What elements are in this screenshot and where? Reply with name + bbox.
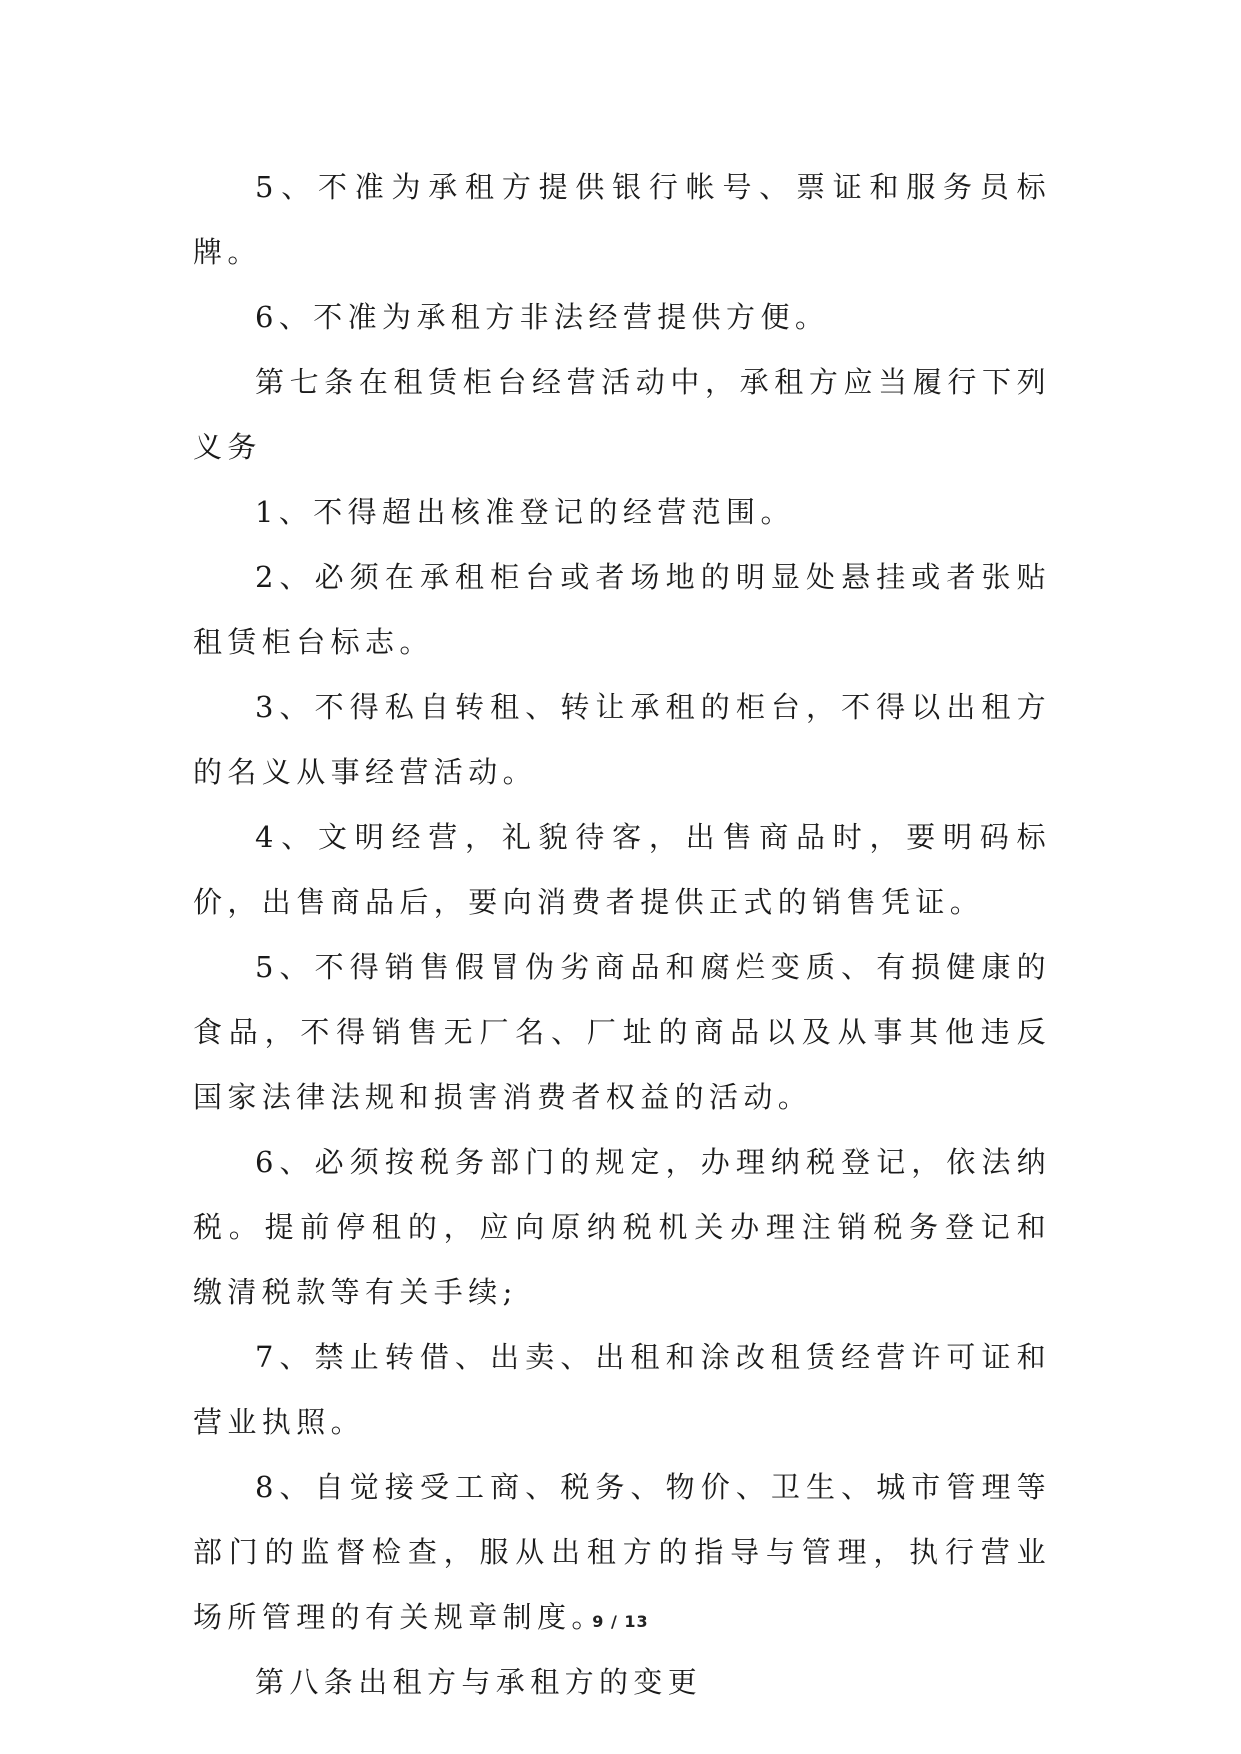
- paragraph-obligation-1: 1、不得超出核准登记的经营范围。: [255, 495, 795, 529]
- paragraph-clause-5-bank: 5、不准为承租方提供银行帐号、票证和服务员标牌。: [193, 170, 1051, 269]
- paragraph-obligation-8: 8、自觉接受工商、税务、物价、卫生、城市管理等部门的监督检查，服从出租方的指导与管理，执行营业场所管理的有关规章制度。: [193, 1470, 1051, 1634]
- paragraph-article-8-heading: 第八条出租方与承租方的变更: [255, 1665, 703, 1699]
- paragraph-obligation-2: 2、必须在承租柜台或者场地的明显处悬挂或者张贴租赁柜台标志。: [193, 560, 1051, 659]
- paragraph-obligation-5: 5、不得销售假冒伪劣商品和腐烂变质、有损健康的食品，不得销售无厂名、厂址的商品以及从事其他违反国家法律法规和损害消费者权益的活动。: [193, 950, 1051, 1114]
- paragraph-obligation-4: 4、文明经营，礼貌待客，出售商品时，要明码标价，出售商品后，要向消费者提供正式的销售凭证。: [193, 820, 1051, 919]
- paragraph-obligation-6: 6、必须按税务部门的规定，办理纳税登记，依法纳税。提前停租的，应向原纳税机关办理注销税务登记和缴清税款等有关手续;: [193, 1145, 1051, 1309]
- document-body: [193, 155, 1051, 1715]
- paragraph-article-7-heading: 第七条在租赁柜台经营活动中，承租方应当履行下列义务: [193, 365, 1051, 464]
- page-number: 9 / 13: [592, 1612, 649, 1631]
- paragraph-obligation-3: 3、不得私自转租、转让承租的柜台，不得以出租方的名义从事经营活动。: [193, 690, 1051, 789]
- paragraph-clause-6-convenience: 6、不准为承租方非法经营提供方便。: [255, 300, 830, 334]
- paragraph-obligation-7: 7、禁止转借、出卖、出租和涂改租赁经营许可证和营业执照。: [193, 1340, 1051, 1439]
